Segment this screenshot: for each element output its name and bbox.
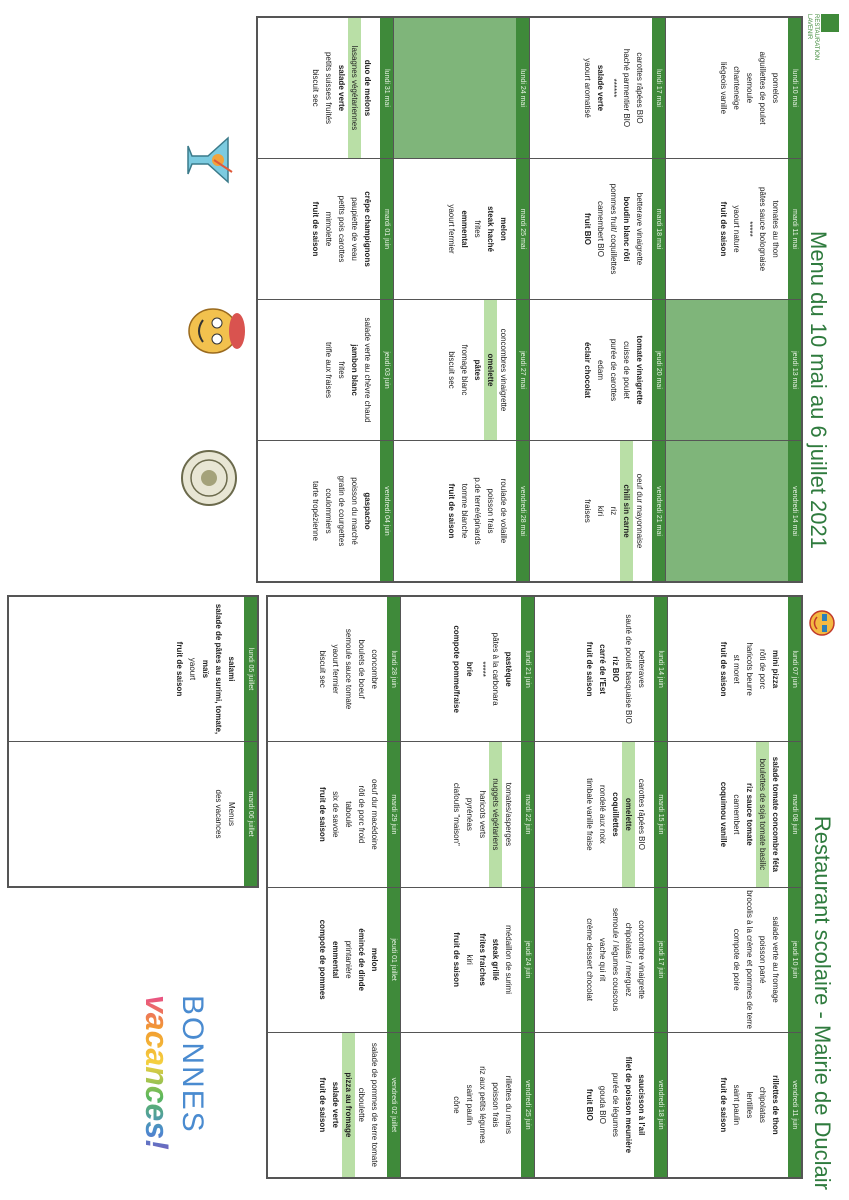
menu-item: fruit BIO [585,1088,595,1121]
menu-items [717,18,788,158]
menu-items [445,300,516,440]
menu-item: oeuf dur mayonnaise [635,473,644,549]
menu-day-cell [258,159,394,300]
day-header: lundi 24 mai [516,18,529,158]
menu-items [450,1033,521,1177]
menu-item: fruit de saison [719,1077,728,1133]
menu-day-cell [666,441,802,582]
menu-item: paupiette de veau [350,197,359,261]
menu-items [317,888,388,1032]
menu-item: poisson frais [491,1082,500,1128]
menu-items [584,597,655,741]
menu-item: poisson frais [486,488,495,534]
menu-item: biscuit sec [311,69,320,107]
menu-item: fromage blanc [460,344,469,396]
day-header: lundi 28 juin [388,597,401,741]
menu-item: salade tomate concombre féta [771,756,780,872]
menu-item: kiri [465,954,474,965]
menu-item: compote de pommes [318,919,328,1000]
menu-week-row [530,18,666,582]
menu-item: pastèque [504,651,513,687]
day-header: lundi 14 juin [655,597,668,741]
menu-item: salade verte au fromage [771,916,780,1003]
menu-item: mimolette [324,211,333,247]
menu-item: concombre vinaigrette [637,920,647,999]
menu-item: betteraves [637,650,647,688]
menu-item: tarte tropézienne [311,480,320,542]
menu-items [717,159,788,299]
menu-item: coquillettes [611,792,621,837]
menu-item: fruit de saison [447,483,456,539]
menu-item: lentilles [745,1091,754,1119]
menu-day-cell [9,597,258,742]
menu-item: filet de poisson meunière [624,1056,634,1154]
menu-item: chili sin carne [620,441,633,581]
menu-items [309,441,380,581]
menu-day-cell [394,159,530,300]
menu-item: coulommiers [324,488,333,534]
vacances-text: vacances! [139,995,175,1165]
menu-week-row [268,597,402,1178]
menu-day-cell [535,742,669,887]
menu-item: salade verte au chèvre chaud [363,317,372,423]
menu-item: saint paulin [465,1084,474,1126]
menu-item: ***** [478,661,487,677]
menu-item: pommes fruit/ coquillettes [609,183,618,275]
day-header: jeudi 17 juin [655,888,668,1032]
menu-item: frites [337,361,346,379]
menu-item: éclair chocolat [583,341,592,399]
menu-item: frites [473,220,482,238]
restaurant-logo: RESTAURATION LAVENIR [801,14,841,70]
day-header: mardi 15 juin [655,742,668,886]
menu-day-cell [530,18,666,159]
day-header: mardi 11 mai [788,159,801,299]
menu-grid-may [256,16,803,583]
menu-items [584,742,655,886]
menu-item: six de savoie [331,791,341,838]
day-header: mardi 25 mai [516,159,529,299]
menu-item: camembert BIO [596,200,605,257]
menu-day-cell [394,300,530,441]
menu-item: oeuf dur macédoine [370,779,380,850]
day-header: jeudi 10 juin [788,888,801,1032]
menu-item: steak grillé [491,938,500,981]
day-header: vendredi 28 mai [516,441,529,581]
menu-day-cell [258,441,394,582]
menu-item: nuggets végétariens [489,742,502,886]
menu-item: des vacances [214,789,223,839]
menu-items [445,441,516,581]
day-header: mardi 29 juin [388,742,401,886]
menu-item: crème dessert chocolat [585,918,595,1001]
menu-item: gaspacho [363,492,372,530]
menu-item: rondelé aux noix [598,785,608,844]
menu-grid-june [266,595,803,1179]
menu-item: yaourt aromatisé [583,58,592,118]
menu-items [450,597,521,741]
menu-item: pâtes [473,359,482,381]
menu-item: émincé de dinde [357,928,367,991]
menu-items [309,159,380,299]
menu-item: omelette [484,300,497,440]
menu-items [717,1033,788,1177]
menu-item: compote de poire [732,928,741,991]
day-header: lundi 21 juin [521,597,534,741]
day-header: vendredi 04 juin [380,441,393,581]
menu-items [450,888,521,1032]
menu-item: tomate vinaigrette [635,335,644,405]
menu-item: fruit de saison [452,932,461,987]
menu-item: semoule sauce tomate [344,628,354,710]
menu-item: pâtes à la carbonara [491,632,500,706]
menu-item: melon [499,217,508,241]
menu-items [584,1033,655,1177]
restaurant-subtitle: Restaurant scolaire - Mairie de Duclair [810,815,835,1190]
menu-item: edam [596,359,605,380]
menu-item: fruit BIO [583,213,592,245]
menu-week-row [401,597,535,1178]
menu-day-cell [530,300,666,441]
menu-item: aiguillettes de poulet [758,51,767,125]
day-header: jeudi 24 juin [521,888,534,1032]
menu-item: chipolatas / merguez [624,922,634,997]
menu-item: tomates/asperges [504,782,513,847]
menu-item: médaillon de surimi [504,925,513,995]
menu-day-cell [258,18,394,159]
menu-day-cell [666,300,802,441]
menu-item: biscuit sec [318,650,328,688]
day-header: jeudi 01 juillet [388,888,401,1032]
menu-item: biscuit sec [447,351,456,389]
menu-item: carré de l'Est [598,644,608,695]
menu-item: concombre [370,649,380,689]
menu-day-cell [401,597,535,742]
menu-item: boulets de boeuf [357,639,367,699]
menu-items [173,597,244,741]
menu-items [584,888,655,1032]
menu-item: poisson du marché [350,477,359,545]
menu-item: duo de melons [363,59,372,117]
menu-item: boudin blanc rôti [622,196,631,262]
menu-week-row [666,18,802,582]
menu-item: vache qui rit [598,938,608,982]
menu-item: saucisson à l'ail [637,1074,647,1136]
menu-title: Menu du 10 mai au 6 juillet 2021 [806,231,831,549]
menu-item: purée de légumes [611,1072,621,1137]
smiley-glasses-illustration [807,608,837,638]
menu-item: pyrénéas [465,797,474,831]
day-header: lundi 31 mai [380,18,393,158]
menu-item: riz BIO [611,656,621,683]
menu-item: timbale vanille fraise [585,778,595,851]
menu-item: kiri [596,505,605,517]
menu-items [717,597,788,741]
menu-item: pizza au fromage [343,1033,356,1177]
menu-day-cell [394,18,530,159]
menu-item: fruit de saison [719,641,728,697]
menu-item: riz aux petits légumes [478,1066,487,1144]
menu-item: carottes râpées BIO [635,52,644,124]
menu-item: chipolatas [758,1086,767,1123]
cocktail-glass-illustration [182,130,234,190]
menu-item: melon [370,947,380,972]
menu-item: fruit de saison [175,641,184,697]
menu-day-cell [668,1032,802,1177]
menu-items [581,300,652,440]
day-header: lundi 07 juin [788,597,801,741]
menu-item: riz sauce tomate [745,783,754,846]
menu-items [445,159,516,299]
menu-item: emmental [460,210,469,248]
menu-day-cell [9,742,258,887]
menu-item: poisson pané [758,935,767,984]
day-header: vendredi 11 juin [788,1033,801,1177]
menu-item: riz [609,506,618,516]
menu-day-cell [394,441,530,582]
menu-day-cell [668,742,802,887]
menu-item: compote pomme/fraise [452,625,461,713]
menu-items [317,1033,388,1177]
menu-item: rôti de porc [758,649,767,690]
menu-item: salade verte [596,64,605,112]
day-header: mardi 08 juin [788,742,801,886]
menu-day-cell [268,887,402,1032]
menu-item: pâtes sauce bolognaise [758,186,767,272]
menu-day-cell [268,597,402,742]
day-header: vendredi 14 mai [788,441,801,581]
menu-day-cell [530,159,666,300]
menu-item: brocolis à la crème et pommes de terre [745,890,754,1029]
cartoon-character-illustration [185,300,249,362]
menu-item: haché parmentier BIO [622,48,631,128]
menu-day-cell [401,887,535,1032]
menu-item: fruit de saison [318,1077,328,1133]
menu-item: brie [465,661,474,677]
menu-item: emmental [331,940,341,979]
menu-item: chanteneige [732,66,741,110]
menu-item: yaourt nature [732,205,741,253]
menu-item: concombres vinaigrette [499,328,508,412]
menu-items [212,742,244,886]
menu-day-cell [268,742,402,887]
day-header: jeudi 13 mai [788,300,801,440]
menu-item: jambon blanc [350,344,359,396]
menu-day-cell [666,18,802,159]
menu-item: camembert [732,794,741,835]
menu-item: p.de terre/épinards [473,477,482,545]
menu-item: coquimou vanille [719,781,728,848]
day-header: vendredi 25 juin [521,1033,534,1177]
menu-item: clafoutis "maison" [452,782,461,846]
menu-items [581,18,652,158]
menu-item: omelette [623,742,636,886]
menu-week-row [394,18,530,582]
menu-items [581,441,652,581]
menu-item: cône [452,1096,461,1114]
menu-item: printanière [344,940,354,979]
day-header: vendredi 21 mai [652,441,665,581]
menu-item: petits pois carottes [337,195,346,263]
menu-day-cell [666,159,802,300]
day-header: lundi 17 mai [652,18,665,158]
menu-item: haricots beurre [745,642,754,696]
day-header: mardi 01 juin [380,159,393,299]
menu-item: fruit de saison [585,641,595,697]
menu-items [317,742,388,886]
day-header: mardi 22 juin [521,742,534,886]
menu-week-row [535,597,669,1178]
day-header: mardi 18 mai [652,159,665,299]
menu-item: salade de pâtes au surimi, tomate, maïs [201,603,223,735]
menu-item: betterave vinaigrette [635,192,644,266]
menu-items [717,742,788,886]
menu-item: mini pizza [771,650,780,689]
menu-item: frites fraiches [478,933,487,986]
menu-item: carottes râpées BIO [637,778,647,850]
menu-item: pomelos [771,72,780,104]
menu-item: purée de carottes [609,338,618,402]
menu-item: steak haché [486,206,495,252]
menu-day-cell [535,887,669,1032]
menu-day-cell [258,300,394,441]
menu-item: semoule [745,72,754,104]
menu-day-cell [668,887,802,1032]
day-header: lundi 05 juillet [244,597,257,741]
menu-item: fruit de saison [311,201,320,257]
day-header: jeudi 27 mai [516,300,529,440]
menu-item: sauté de poulet basquaise BIO [624,614,634,724]
menu-item: tomates au thon [771,200,780,258]
menu-item: haricots verts [478,790,487,839]
menu-week-row [9,597,258,887]
menu-item: rillettes du mans [504,1075,513,1134]
menu-item: ***** [745,221,754,237]
menu-item: cuisse de poulet [622,341,631,399]
day-header: vendredi 02 juillet [388,1033,401,1177]
menu-item: crêpe champignons [363,191,372,267]
menu-day-cell [401,1032,535,1177]
menu-item: yaourt fermier [331,644,341,694]
menu-item: petits suisses fruités [324,51,333,125]
menu-day-cell [668,597,802,742]
menu-item: st moret [732,654,741,684]
menu-day-cell [530,441,666,582]
menu-item: yaourt fermier [447,204,456,254]
menu-item: rôti de porc froid [357,785,367,844]
menu-item: fruit de saison [719,201,728,257]
menu-day-cell [401,742,535,887]
menu-day-cell [535,1032,669,1177]
menu-item: boulettes de soja tomate basilic [756,742,769,886]
bonnes-text: BONNES [176,995,209,1134]
menu-item: ****** [609,78,618,98]
day-header: vendredi 18 juin [655,1033,668,1177]
menu-item: Menus [227,801,236,826]
menu-item: gratin de courgettes [337,475,346,547]
menu-item: semoule / légumes couscous [611,908,621,1012]
day-header: jeudi 03 juin [380,300,393,440]
menu-item: salade de pommes de terre tomate ciboulette [357,1042,380,1167]
menu-item: tomme blanche [460,483,469,539]
menu-item: fruit de saison [318,787,328,842]
menu-item: liégeois vanille [719,61,728,115]
bio-stamp-seal [179,448,239,508]
menu-items [317,597,388,741]
menu-items [322,300,380,440]
menu-item: roulade de volaille [499,478,508,544]
menu-item: saint paulin [732,1084,741,1126]
menu-item: lasagnes végétariennes [348,18,361,158]
bonnes-vacances-banner [139,995,209,1165]
menu-item: yaourt [188,657,197,681]
menu-item: fraises [583,499,592,523]
menu-day-cell [535,597,669,742]
menu-item: gouda BIO [598,1085,608,1124]
menu-items [450,742,521,886]
menu-week-row [258,18,394,582]
day-header: jeudi 20 mai [652,300,665,440]
day-header: lundi 10 mai [788,18,801,158]
menu-week-row [668,597,802,1178]
menu-item: taboulé [344,801,354,828]
menu-item: salami [227,656,236,682]
menu-items [581,159,652,299]
menu-item: trifle aux fraises [324,341,333,399]
menu-item: rillettes de thon [771,1075,780,1135]
menu-day-cell [268,1032,402,1177]
menu-items [730,888,788,1032]
menu-item: salade verte [331,1081,341,1128]
menu-items [309,18,380,158]
menu-grid-july [7,595,259,888]
day-header: mardi 06 juillet [244,742,257,886]
menu-item: salade verte [337,64,346,112]
